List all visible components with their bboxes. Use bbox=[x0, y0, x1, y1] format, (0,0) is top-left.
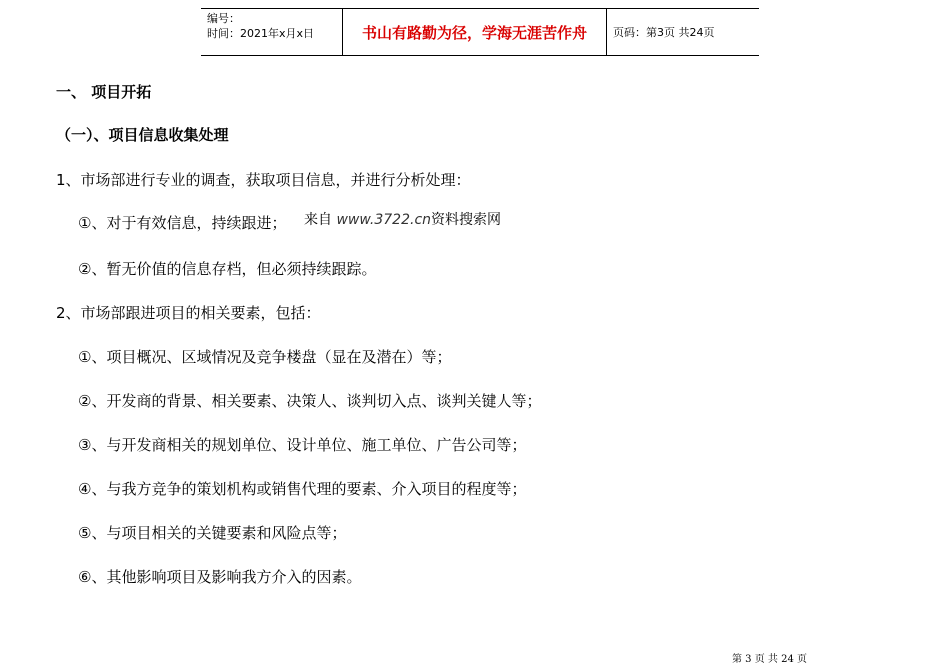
list-item: ⑥、其他影响项目及影响我方介入的因素。 bbox=[78, 568, 362, 586]
list-item: ②、暂无价值的信息存档，但必须持续跟踪。 bbox=[78, 260, 377, 278]
list-item: 1、市场部进行专业的调查，获取项目信息，并进行分析处理： bbox=[56, 171, 471, 189]
subsection-title: （一）、项目信息收集处理 bbox=[56, 126, 229, 144]
list-item: ⑤、与项目相关的关键要素和风险点等； bbox=[78, 524, 347, 542]
header-motto: 书山有路勤为径，学海无涯苦作舟 bbox=[343, 9, 607, 55]
list-item: ③、与开发商相关的规划单位、设计单位、施工单位、广告公司等； bbox=[78, 436, 527, 454]
list-item: 2、市场部跟进项目的相关要素，包括： bbox=[56, 304, 321, 322]
page-header bbox=[201, 8, 759, 56]
watermark-suffix: 资料搜索网 bbox=[431, 212, 502, 228]
list-item: ②、开发商的背景、相关要素、决策人、谈判切入点、谈判关键人等； bbox=[78, 392, 542, 410]
header-meta bbox=[201, 9, 343, 55]
page-footer: 第 3 页 共 24 页 bbox=[732, 654, 807, 665]
watermark-prefix: 来自 bbox=[304, 212, 332, 228]
list-item: ①、项目概况、区域情况及竞争楼盘（显在及潜在）等； bbox=[78, 348, 452, 366]
header-date: 时间：2021年x月x日 bbox=[207, 27, 315, 40]
watermark-url: www.3722.cn bbox=[336, 212, 432, 228]
list-item: ④、与我方竞争的策划机构或销售代理的要素、介入项目的程度等； bbox=[78, 480, 527, 498]
header-page-info: 页码：第3页 共24页 bbox=[613, 26, 715, 39]
header-number-label: 编号： bbox=[207, 12, 240, 25]
watermark-text bbox=[304, 209, 501, 229]
list-item: ①、对于有效信息，持续跟进； bbox=[78, 214, 287, 232]
section-title: 一、 项目开拓 bbox=[56, 83, 152, 101]
